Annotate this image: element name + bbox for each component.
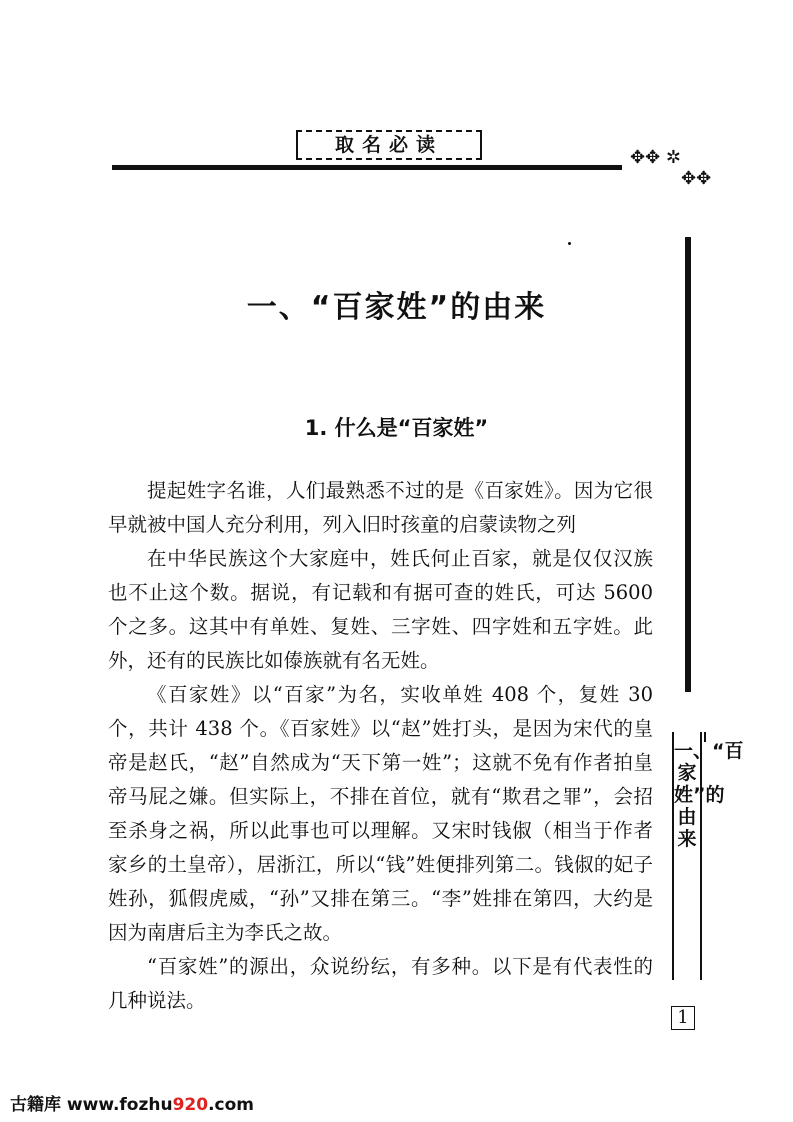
watermark-prefix: 古籍库 www.fozhu <box>10 1095 173 1115</box>
paragraph: “百家姓”的源出，众说纷纭，有多种。以下是有代表性的几种说法。 <box>108 955 653 1012</box>
page-number: 1 <box>671 1006 695 1030</box>
side-tab-label: 一、“百家姓”的由来 <box>674 740 744 850</box>
watermark-suffix: .com <box>208 1095 255 1115</box>
side-tab <box>672 732 744 980</box>
decorative-ornament-icon: ✥✥ ✲ <box>630 147 681 168</box>
body-text <box>108 474 653 1018</box>
running-header: 取名必读 <box>296 130 482 160</box>
watermark-number: 920 <box>172 1095 209 1115</box>
paragraph: 《百家姓》以“百家”为名，实收单姓 408 个，复姓 30 个，共计 438 个。《百家姓》以“赵”姓打头，是因为宋代的皇帝是赵氏，“赵”自然成为“天下第一姓”；这就不免有作者拍皇帝马屁之嫌。但实际上，不排在首位，就有“欺君之罪”，会招至杀身之祸，所以此事也可以理解。又宋时钱俶（相当于作者家乡的土皇帝），居浙江，所以“钱”姓便排列第二。钱俶的妃子姓孙，狐假虎威，“孙”又排在第三。“李”姓排在第四，大约是因为南唐后主为李氏之故。 <box>108 683 653 944</box>
decorative-ornament-column-icon: ✥✥ <box>681 168 712 189</box>
paragraph: 在中华民族这个大家庭中，姓氏何止百家，就是仅仅汉族也不止这个数。据说，有记载和有据可查的姓氏，可达 5600 个之多。这其中有单姓、复姓、三字姓、四字姓和五字姓。此外，还有的民族比如傣族就有名无姓。 <box>108 547 653 672</box>
header-rule <box>112 165 622 170</box>
paragraph: 提起姓字名谁，人们最熟悉不过的是《百家姓》。因为它很早就被中国人充分利用，列入旧时孩童的启蒙读物之列 <box>108 479 653 536</box>
stray-dot <box>568 242 571 245</box>
chapter-title: 一、“百家姓”的由来 <box>246 290 547 325</box>
section-title: 1. 什么是“百家姓” <box>304 416 489 440</box>
watermark <box>10 1090 254 1115</box>
